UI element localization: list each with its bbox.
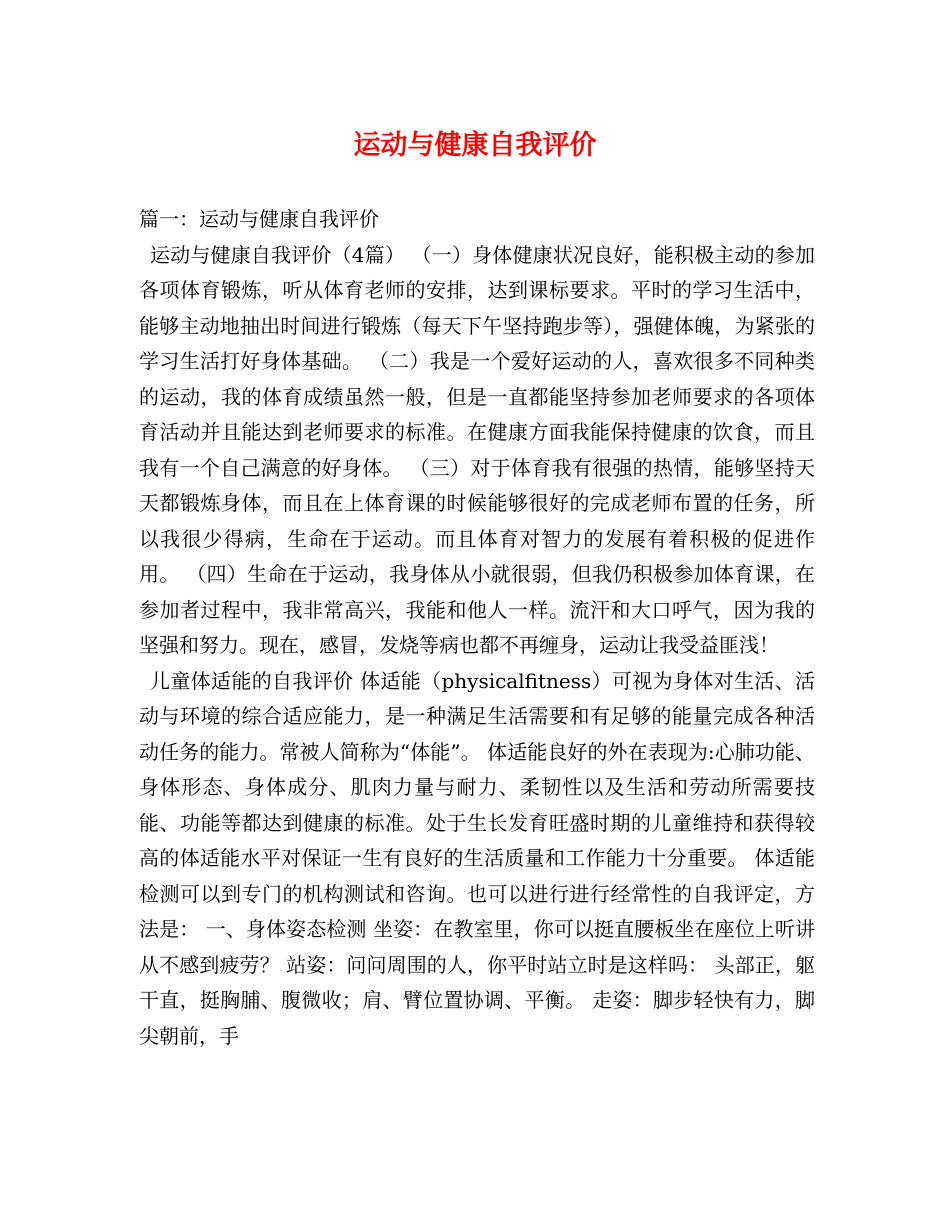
document-body [139,202,815,1054]
paragraph-2: 儿童体适能的自我评价 体适能（physicalfitness）可视为身体对生活、活动与环境的综合适应能力，是一种满足生活需要和有足够的能量完成各种活动任务的能力。常被人简称为“体能”。 体适能良好的外在表现为:心肺功能、身体形态、身体成分、肌肉力量与耐力、柔韧性以及生活和劳动所需要技能、功能等都达到健康的标准。处于生长发育旺盛时期的儿童维持和获得较高的体适能水平对保证一生有良好的生活质量和工作能力十分重要。 体适能检测可以到专门的机构测试和咨询。也可以进行进行经常性的自我评定，方法是： 一、身体姿态检测 坐姿：在教室里，你可以挺直腰板坐在座位上听讲从不感到疲劳？ 站姿：问问周围的人，你平时站立时是这样吗： 头部正，躯干直，挺胸脯、腹微收；肩、臂位置协调、平衡。 走姿：脚步轻快有力，脚尖朝前，手 [139,668,815,1048]
section-heading: 篇一：运动与健康自我评价 [139,207,379,231]
paragraph-1: 运动与健康自我评价（4篇） （一）身体健康状况良好，能积极主动的参加各项体育锻炼，听从体育老师的安排，达到课标要求。平时的学习生活中，能够主动地抽出时间进行锻炼（每天下午坚持跑步等），强健体魄，为紧张的学习生活打好身体基础。 （二）我是一个爱好运动的人，喜欢很多不同种类的运动，我的体育成绩虽然一般，但是一直都能坚持参加老师要求的各项体育活动并且能达到老师要求的标准。在健康方面我能保持健康的饮食，而且我有一个自己满意的好身体。 （三）对于体育我有很强的热情，能够坚持天天都锻炼身体，而且在上体育课的时候能够很好的完成老师布置的任务，所以我很少得病，生命在于运动。而且体育对智力的发展有着积极的促进作用。 （四）生命在于运动，我身体从小就很弱，但我仍积极参加体育课，在参加者过程中，我非常高兴，我能和他人一样。流汗和大口呼气，因为我的坚强和努力。现在，感冒，发烧等病也都不再缠身，运动让我受益匪浅！ [139,242,815,657]
document-title: 运动与健康自我评价 [353,130,597,161]
